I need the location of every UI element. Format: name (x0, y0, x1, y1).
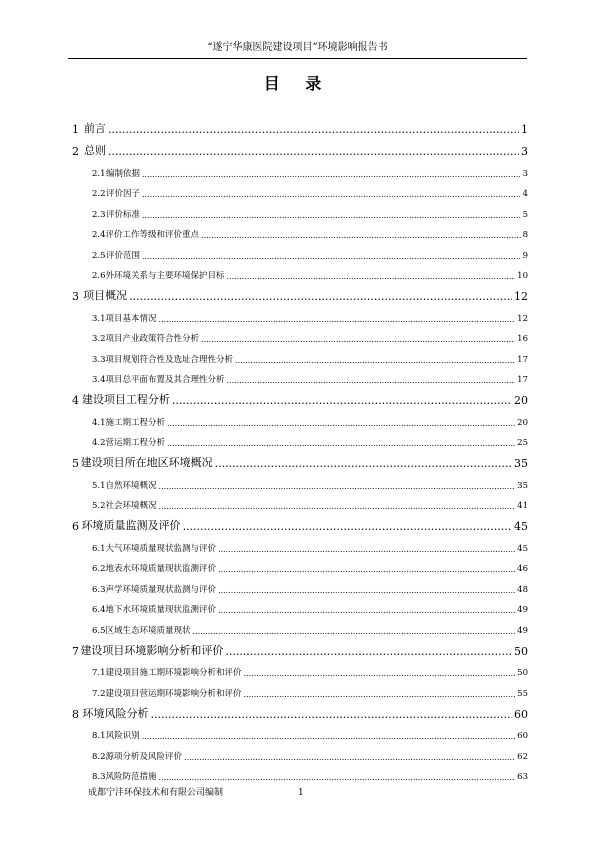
toc-chapter-entry[interactable] (72, 699, 528, 721)
toc-entry-page: 5 (522, 209, 528, 220)
toc-dot-leader (218, 606, 515, 615)
toc-entry-label: 风险防范措施 (105, 772, 157, 782)
toc-entry-label: 建设项目所在地区环境概况 (80, 456, 213, 469)
toc-dot-leader (142, 732, 515, 741)
toc-entry-number: 3.3 (92, 354, 106, 365)
toc-entry-number: 8.1 (92, 731, 106, 741)
toc-section-entry[interactable] (72, 574, 528, 595)
toc-entry-page: 60 (517, 731, 528, 741)
toc-dot-leader (172, 394, 512, 407)
toc-entry-number: 6 (72, 520, 79, 533)
toc-entry-page: 3 (522, 168, 528, 179)
toc-entry-page: 50 (514, 644, 528, 658)
toc-entry-page: 20 (517, 417, 528, 428)
toc-entry-page: 46 (517, 564, 528, 574)
toc-dot-leader (193, 627, 516, 636)
toc-entry-label: 环境风险分析 (82, 706, 149, 720)
toc-section-entry[interactable] (72, 261, 528, 282)
toc-section-entry[interactable] (72, 533, 528, 554)
footer-company: 成都宁沣环保技术和有限公司编制 (88, 788, 224, 798)
header-rule (68, 58, 527, 59)
toc-section-entry[interactable] (72, 303, 528, 324)
toc-entry-number: 8.2 (92, 751, 106, 762)
toc-entry-label: 建设项目环境影响分析和评价 (80, 643, 224, 657)
toc-section-entry[interactable] (72, 470, 528, 491)
toc-entry-page: 4 (522, 189, 528, 199)
toc-dot-leader (227, 376, 516, 385)
toc-entry-label: 评价范围 (105, 250, 140, 261)
toc-section-entry[interactable] (72, 721, 528, 742)
table-of-contents (72, 114, 528, 782)
toc-dot-leader (218, 545, 515, 554)
toc-section-entry[interactable] (72, 554, 528, 575)
toc-dot-leader (159, 482, 516, 491)
toc-entry-label: 项目基本情况 (105, 313, 157, 324)
toc-entry-number: 3 (72, 290, 79, 303)
toc-dot-leader (159, 773, 516, 782)
toc-dot-leader (108, 145, 519, 158)
toc-chapter-entry[interactable] (72, 114, 528, 136)
toc-entry-label: 风险识别 (105, 731, 140, 741)
toc-entry-number: 2.1 (92, 168, 106, 179)
toc-entry-number: 8.3 (92, 772, 106, 782)
toc-chapter-entry[interactable] (72, 636, 528, 658)
toc-entry-label: 总则 (83, 144, 106, 157)
toc-dot-leader (159, 315, 516, 324)
toc-dot-leader (227, 272, 516, 281)
toc-title: 目 录 (263, 74, 332, 93)
toc-entry-page: 45 (517, 543, 528, 554)
toc-entry-number: 5.2 (92, 501, 106, 511)
toc-entry-page: 41 (517, 501, 528, 511)
toc-section-entry[interactable] (72, 595, 528, 616)
toc-entry-label: 施工期工程分析 (105, 417, 166, 428)
toc-entry-label: 地表水环境质量现状监测评价 (105, 564, 217, 574)
toc-entry-number: 4.1 (92, 417, 106, 428)
toc-entry-page: 49 (517, 625, 528, 636)
toc-entry-number: 1 (72, 123, 79, 136)
toc-section-entry[interactable] (72, 158, 528, 179)
toc-entry-number: 6.3 (92, 584, 106, 595)
toc-dot-leader (159, 502, 516, 511)
toc-section-entry[interactable] (72, 491, 528, 512)
toc-entry-page: 16 (517, 334, 528, 344)
toc-dot-leader (108, 123, 519, 136)
toc-section-entry[interactable] (72, 344, 528, 365)
toc-entry-number: 7 (72, 644, 79, 658)
toc-entry-number: 2.2 (92, 189, 106, 199)
toc-dot-leader (218, 586, 515, 595)
toc-dot-leader (225, 645, 512, 658)
toc-entry-page: 25 (517, 438, 528, 448)
toc-entry-number: 3.4 (92, 375, 106, 385)
toc-entry-label: 环境质量监测及评价 (81, 519, 181, 532)
toc-entry-number: 2 (72, 145, 79, 158)
toc-entry-label: 评价因子 (105, 189, 140, 199)
toc-dot-leader (183, 520, 512, 533)
toc-entry-label: 营运期工程分析 (105, 438, 166, 448)
toc-entry-label: 自然环境概况 (105, 480, 157, 491)
toc-entry-page: 12 (517, 313, 528, 324)
toc-entry-page: 17 (517, 354, 528, 365)
toc-entry-page: 35 (514, 457, 528, 470)
toc-dot-leader (142, 170, 521, 179)
toc-dot-leader (215, 457, 512, 470)
toc-dot-leader (142, 252, 521, 261)
toc-dot-leader (142, 211, 521, 220)
toc-entry-label: 项目概况 (83, 289, 128, 302)
toc-chapter-entry[interactable] (72, 281, 528, 303)
toc-section-entry[interactable] (72, 240, 528, 261)
toc-entry-number: 2.6 (92, 271, 106, 281)
toc-entry-page: 35 (517, 480, 528, 491)
toc-section-entry[interactable] (72, 179, 528, 200)
toc-entry-label: 评价工作等级和评价重点 (105, 230, 200, 240)
toc-section-entry[interactable] (72, 199, 528, 220)
toc-section-entry[interactable] (72, 762, 528, 783)
toc-entry-page: 45 (514, 520, 528, 533)
toc-entry-page: 8 (522, 230, 528, 240)
page-header: “遂宁华康医院建设项目”环境影响报告书 (207, 42, 388, 53)
toc-entry-page: 12 (514, 290, 528, 303)
toc-chapter-entry[interactable] (72, 385, 528, 407)
toc-entry-label: 地下水环境质量现状监测评价 (105, 605, 217, 615)
toc-entry-number: 7.1 (92, 668, 106, 678)
toc-entry-label: 项目总平面布置及其合理性分析 (105, 375, 225, 385)
toc-entry-page: 1 (521, 123, 528, 136)
toc-entry-label: 评价标准 (105, 209, 140, 220)
toc-entry-label: 声学环境质量现状监测与评价 (105, 584, 217, 595)
toc-section-entry[interactable] (72, 741, 528, 762)
toc-entry-label: 项目规划符合性及选址合理性分析 (105, 354, 234, 365)
toc-chapter-entry[interactable] (72, 511, 528, 533)
toc-entry-page: 10 (517, 271, 528, 281)
toc-entry-number: 7.2 (92, 688, 106, 699)
toc-entry-number: 3.1 (92, 313, 106, 324)
toc-entry-page: 55 (517, 688, 528, 699)
toc-entry-label: 编制依据 (105, 168, 140, 179)
toc-dot-leader (151, 708, 513, 721)
toc-entry-page: 50 (517, 668, 528, 678)
toc-entry-page: 63 (517, 772, 528, 782)
toc-dot-leader (167, 439, 515, 448)
toc-section-entry[interactable] (72, 658, 528, 679)
toc-entry-page: 3 (521, 145, 528, 158)
toc-entry-number: 6.5 (92, 625, 106, 636)
toc-dot-leader (201, 335, 515, 344)
toc-entry-number: 6.2 (92, 564, 106, 574)
toc-dot-leader (167, 419, 515, 428)
footer-page-number: 1 (298, 788, 304, 798)
toc-entry-label: 大气环境质量现状监测与评价 (105, 543, 217, 554)
toc-chapter-entry[interactable] (72, 136, 528, 158)
toc-entry-number: 2.3 (92, 209, 106, 220)
toc-chapter-entry[interactable] (72, 448, 528, 470)
toc-dot-leader (142, 190, 521, 199)
toc-entry-number: 4 (72, 394, 79, 407)
toc-dot-leader (218, 565, 515, 574)
toc-entry-number: 5.1 (92, 480, 106, 491)
toc-section-entry[interactable] (72, 407, 528, 428)
toc-section-entry[interactable] (72, 324, 528, 345)
toc-section-entry[interactable] (72, 220, 528, 241)
toc-entry-number: 6.4 (92, 605, 106, 615)
toc-entry-page: 48 (517, 584, 528, 595)
toc-entry-label: 源项分析及风险评价 (105, 751, 183, 762)
toc-entry-label: 建设项目营运期环境影响分析和评价 (105, 688, 242, 699)
toc-entry-page: 9 (522, 250, 528, 261)
toc-dot-leader (244, 690, 516, 699)
page-footer (88, 786, 515, 800)
toc-entry-page: 17 (517, 375, 528, 385)
toc-entry-page: 20 (514, 394, 528, 407)
toc-entry-number: 4.2 (92, 438, 106, 448)
toc-entry-page: 60 (514, 707, 528, 721)
toc-entry-number: 2.4 (92, 230, 106, 240)
toc-section-entry[interactable] (72, 365, 528, 386)
toc-entry-number: 5 (72, 457, 79, 470)
toc-dot-leader (129, 290, 512, 303)
toc-dot-leader (244, 669, 516, 678)
toc-entry-label: 前言 (83, 122, 106, 135)
toc-dot-leader (235, 356, 515, 365)
toc-entry-label: 建设项目施工期环境影响分析和评价 (105, 668, 242, 678)
toc-entry-label: 区域生态环境质量现状 (105, 625, 191, 636)
toc-entry-number: 8 (72, 707, 79, 721)
toc-entry-label: 项目产业政策符合性分析 (105, 334, 200, 344)
toc-entry-number: 2.5 (92, 250, 106, 261)
toc-entry-page: 49 (517, 605, 528, 615)
toc-entry-label: 社会环境概况 (105, 501, 157, 511)
toc-entry-page: 62 (517, 751, 528, 762)
toc-entry-label: 建设项目工程分析 (81, 393, 170, 406)
toc-section-entry[interactable] (72, 428, 528, 449)
toc-entry-label: 外环境关系与主要环境保护目标 (105, 271, 225, 281)
toc-entry-number: 6.1 (92, 543, 106, 554)
toc-dot-leader (201, 231, 521, 240)
toc-dot-leader (184, 753, 515, 762)
toc-section-entry[interactable] (72, 615, 528, 636)
toc-section-entry[interactable] (72, 678, 528, 699)
toc-entry-number: 3.2 (92, 334, 106, 344)
